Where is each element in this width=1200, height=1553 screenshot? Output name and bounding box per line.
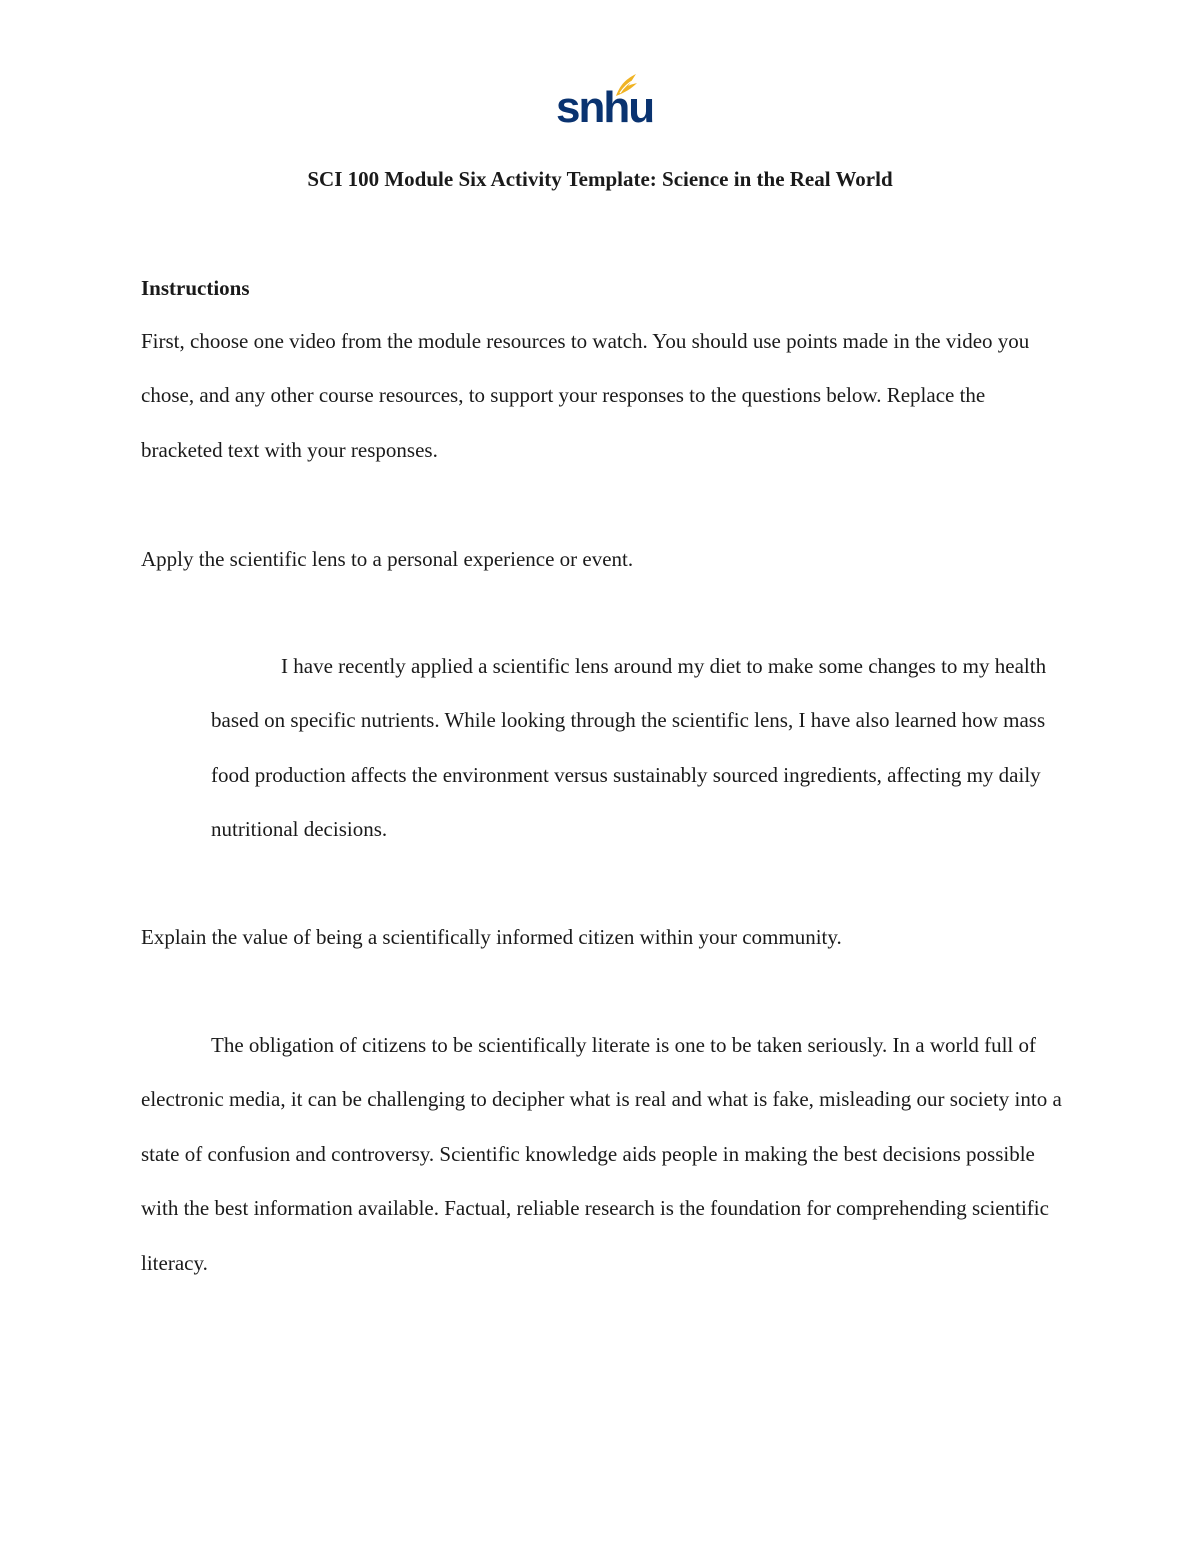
prompt-scientific-lens: Apply the scientific lens to a personal experience or event.: [141, 547, 634, 571]
snhu-logo: [556, 72, 654, 134]
response-scientific-lens: I have recently applied a scientific lens around my diet to make some changes to my health based on specific nutrients. While looking through the scientific lens, I have also learned how mass food production affects the environment versus sustainably sourced ingredients, affecting my daily nutritional decisions.: [211, 654, 1047, 842]
instructions-text: First, choose one video from the module resources to watch. You should use points made in the video you chose, and any other course resources, to support your responses to the questions below. Replace the bracketed text with your responses.: [141, 329, 1030, 462]
instructions-heading: Instructions: [141, 276, 250, 300]
logo-wordmark: snhu: [556, 83, 654, 132]
response-informed-citizen: The obligation of citizens to be scientifically literate is one to be taken seriously. In a world full of electronic media, it can be challenging to decipher what is real and what is fake, misleading our society into a state of confusion and controversy. Scientific knowledge aids people in making the best decisions possible with the best information available. Factual, reliable research is the foundation for comprehending scientific literacy.: [141, 1033, 1062, 1275]
document-title: SCI 100 Module Six Activity Template: Science in the Real World: [307, 167, 893, 191]
prompt-informed-citizen: Explain the value of being a scientifically informed citizen within your community.: [141, 925, 842, 949]
